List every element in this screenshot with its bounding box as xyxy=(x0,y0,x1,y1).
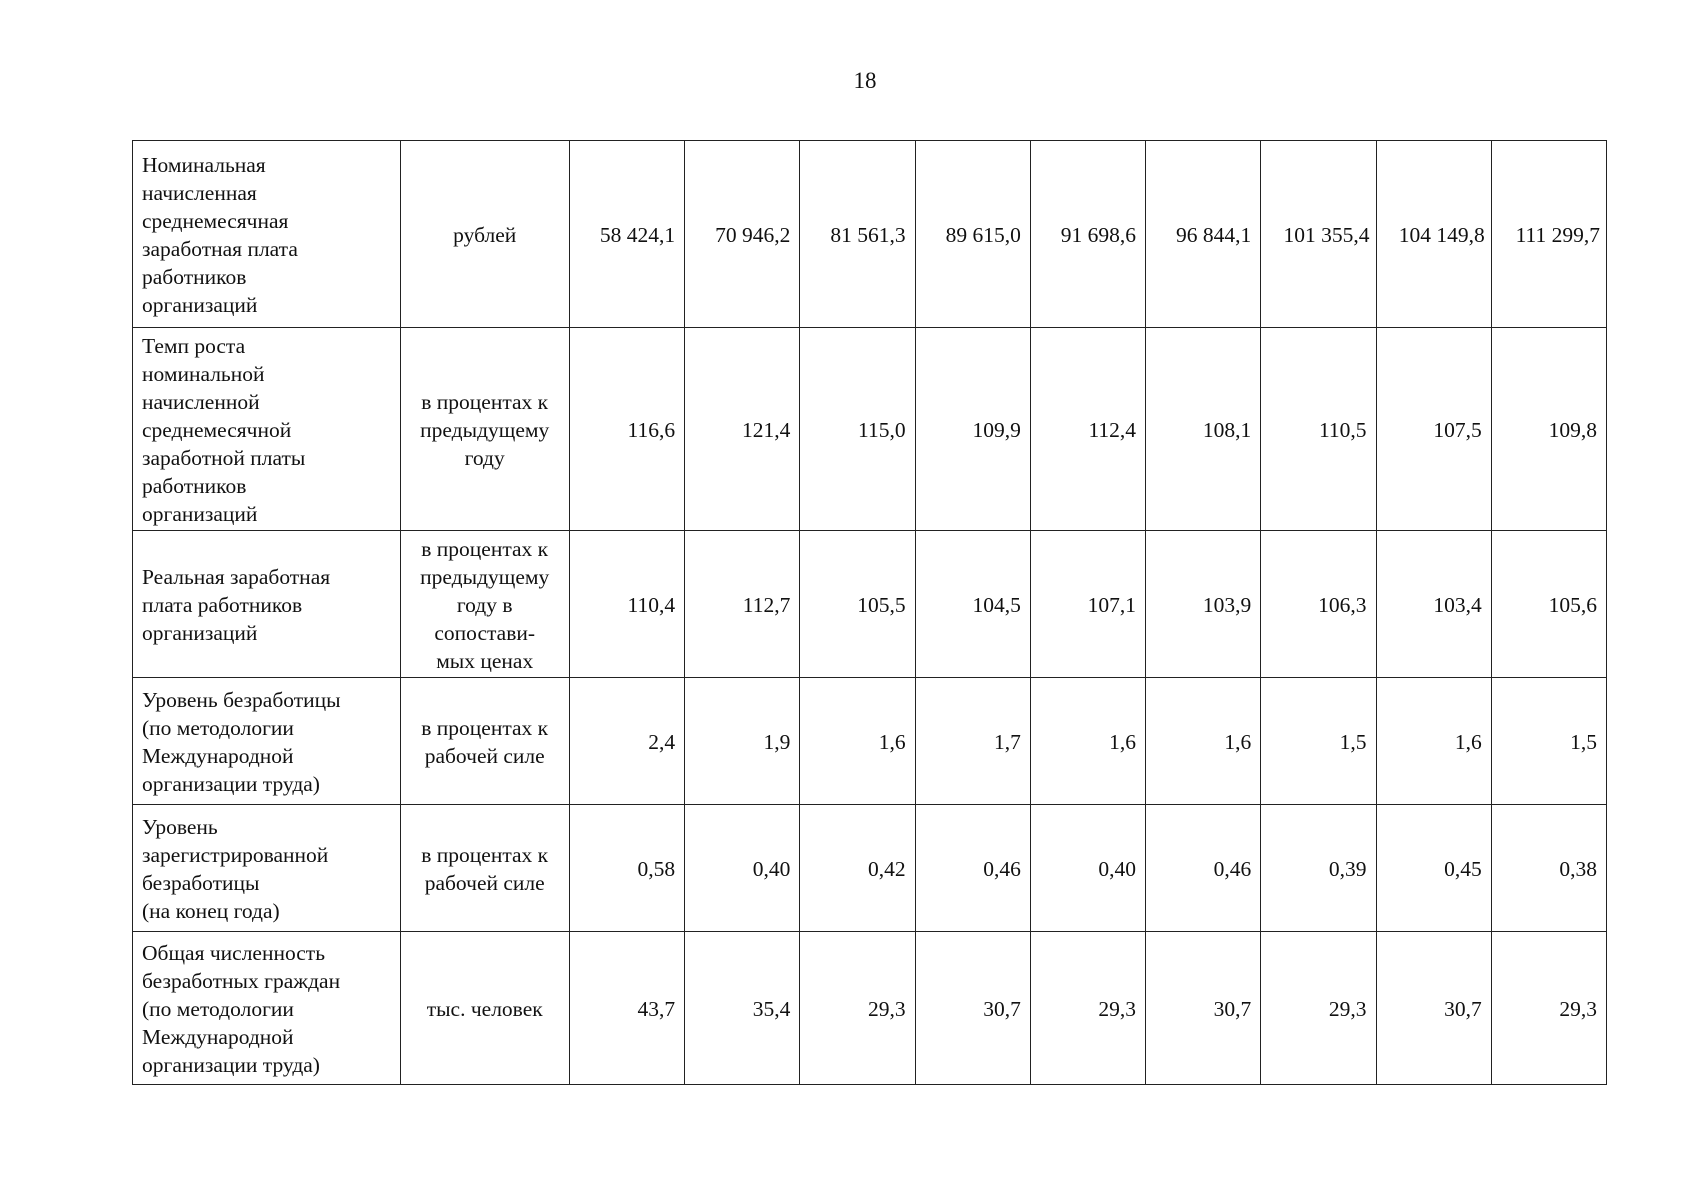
value-cell: 2,4 xyxy=(569,678,684,805)
value-cell: 0,45 xyxy=(1376,805,1491,932)
table-row-registered-unemployment xyxy=(133,805,1607,932)
value-cell: 0,46 xyxy=(1146,805,1261,932)
indicator-name xyxy=(133,805,401,932)
indicator-unit-text: в процентах к рабочей силе xyxy=(421,843,549,895)
value-cell: 29,3 xyxy=(800,932,915,1085)
value-cell: 1,9 xyxy=(685,678,800,805)
indicator-unit-text: в процентах к предыдущему году xyxy=(420,390,550,470)
value-cell: 0,40 xyxy=(685,805,800,932)
indicator-unit-text: тыс. человек xyxy=(426,997,543,1021)
table-row-unemployment-rate xyxy=(133,678,1607,805)
table-row-real-wage xyxy=(133,531,1607,678)
indicator-name xyxy=(133,678,401,805)
indicator-unit xyxy=(400,805,569,932)
indicator-name-text: Реальная заработная плата работников организаций xyxy=(142,565,331,645)
value-cell: 29,3 xyxy=(1030,932,1145,1085)
value-cell: 29,3 xyxy=(1261,932,1376,1085)
value-cell: 29,3 xyxy=(1491,932,1606,1085)
value-cell: 1,7 xyxy=(915,678,1030,805)
value-cell: 1,6 xyxy=(1030,678,1145,805)
value-cell: 30,7 xyxy=(915,932,1030,1085)
indicator-name-text: Уровень зарегистрированной безработицы (на конец года) xyxy=(142,815,329,923)
value-cell: 107,1 xyxy=(1030,531,1145,678)
indicator-unit xyxy=(400,328,569,531)
value-cell: 116,6 xyxy=(569,328,684,531)
value-cell: 89 615,0 xyxy=(915,141,1030,328)
value-cell: 0,39 xyxy=(1261,805,1376,932)
value-cell: 0,42 xyxy=(800,805,915,932)
value-cell: 103,9 xyxy=(1146,531,1261,678)
value-cell: 91 698,6 xyxy=(1030,141,1145,328)
indicator-unit-text: в процентах к предыдущему году в сопостави- мых ценах xyxy=(420,537,550,673)
value-cell: 0,46 xyxy=(915,805,1030,932)
value-cell: 70 946,2 xyxy=(685,141,800,328)
value-cell: 1,5 xyxy=(1261,678,1376,805)
value-cell: 1,6 xyxy=(800,678,915,805)
indicator-name xyxy=(133,328,401,531)
value-cell: 115,0 xyxy=(800,328,915,531)
indicator-name-text: Темп роста номинальной начисленной среднемесячной заработной платы работников организаций xyxy=(142,334,306,526)
table-row-unemployed-total xyxy=(133,932,1607,1085)
indicator-unit xyxy=(400,141,569,328)
indicator-unit-text: рублей xyxy=(453,223,517,247)
indicator-unit xyxy=(400,531,569,678)
value-cell: 121,4 xyxy=(685,328,800,531)
value-cell: 43,7 xyxy=(569,932,684,1085)
value-cell: 0,58 xyxy=(569,805,684,932)
value-cell: 105,6 xyxy=(1491,531,1606,678)
indicator-name xyxy=(133,141,401,328)
value-cell: 109,9 xyxy=(915,328,1030,531)
indicator-name xyxy=(133,932,401,1085)
value-cell: 30,7 xyxy=(1376,932,1491,1085)
indicator-name-text: Уровень безработицы (по методологии Международной организации труда) xyxy=(142,688,341,796)
value-cell: 103,4 xyxy=(1376,531,1491,678)
value-cell: 101 355,4 xyxy=(1261,141,1376,328)
value-cell: 112,4 xyxy=(1030,328,1145,531)
indicator-unit-text: в процентах к рабочей силе xyxy=(421,716,549,768)
value-cell: 35,4 xyxy=(685,932,800,1085)
value-cell: 81 561,3 xyxy=(800,141,915,328)
indicator-unit xyxy=(400,932,569,1085)
value-cell: 107,5 xyxy=(1376,328,1491,531)
indicator-unit xyxy=(400,678,569,805)
value-cell: 96 844,1 xyxy=(1146,141,1261,328)
value-cell: 0,38 xyxy=(1491,805,1606,932)
value-cell: 1,5 xyxy=(1491,678,1606,805)
value-cell: 105,5 xyxy=(800,531,915,678)
value-cell: 112,7 xyxy=(685,531,800,678)
value-cell: 1,6 xyxy=(1146,678,1261,805)
table-row-nominal-wage-growth xyxy=(133,328,1607,531)
indicators-table xyxy=(132,140,1607,1085)
value-cell: 104,5 xyxy=(915,531,1030,678)
page-number: 18 xyxy=(853,68,877,93)
indicator-name-text: Номинальная начисленная среднемесячная заработная плата работников организаций xyxy=(142,153,298,317)
value-cell: 109,8 xyxy=(1491,328,1606,531)
value-cell: 104 149,8 xyxy=(1376,141,1491,328)
value-cell: 108,1 xyxy=(1146,328,1261,531)
indicator-name xyxy=(133,531,401,678)
indicator-name-text: Общая численность безработных граждан (по методологии Международной организации труда) xyxy=(142,941,341,1077)
value-cell: 0,40 xyxy=(1030,805,1145,932)
value-cell: 1,6 xyxy=(1376,678,1491,805)
value-cell: 58 424,1 xyxy=(569,141,684,328)
value-cell: 111 299,7 xyxy=(1491,141,1606,328)
value-cell: 110,5 xyxy=(1261,328,1376,531)
value-cell: 106,3 xyxy=(1261,531,1376,678)
value-cell: 30,7 xyxy=(1146,932,1261,1085)
value-cell: 110,4 xyxy=(569,531,684,678)
table-row-nominal-wage xyxy=(133,141,1607,328)
